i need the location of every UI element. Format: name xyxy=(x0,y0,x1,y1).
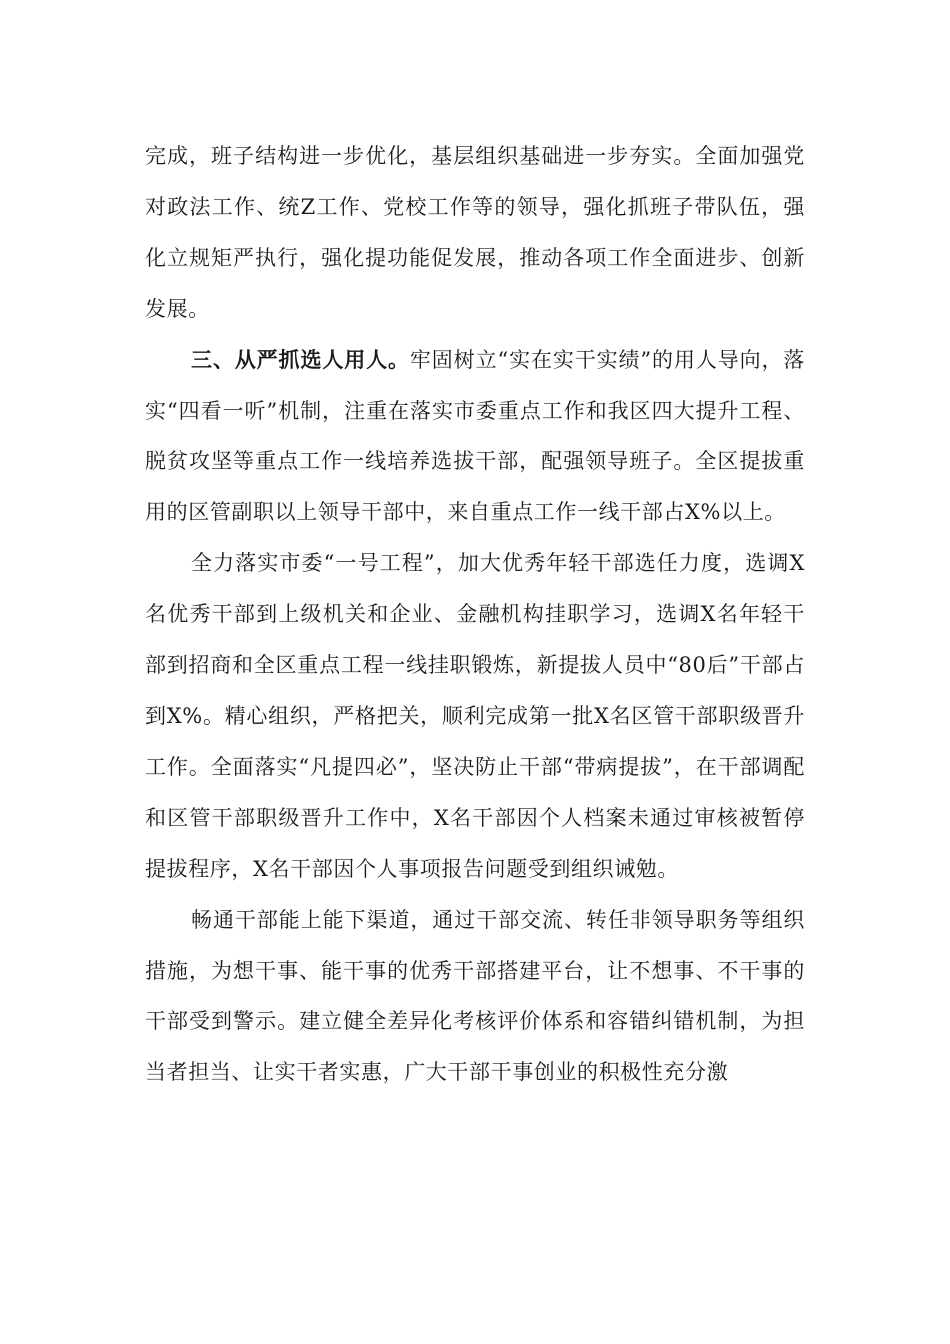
paragraph-text: 牢固树立“实在实干实绩”的用人导向，落实“四看一听”机制，注重在落实市委重点工作和我区四大提升工程、脱贫攻坚等重点工作一线培养选拔干部，配强领导班子。全区提拔重用的区管副职以上领导干部中，来自重点工作一线干部占X%以上。 xyxy=(145,347,805,525)
paragraph-young-cadres xyxy=(145,538,805,894)
paragraph-text: 畅通干部能上能下渠道，通过干部交流、转任非领导职务等组织措施，为想干事、能干事的优秀干部搭建平台，让不想事、不干事的干部受到警示。建立健全差异化考核评价体系和容错纠错机制，为担当者担当、让实干者实惠，广大干部干事创业的积极性充分激 xyxy=(145,907,805,1085)
document-page xyxy=(145,131,805,1098)
paragraph-continuation xyxy=(145,131,805,335)
paragraph-text: 全力落实市委“一号工程”，加大优秀年轻干部选任力度，选调X名优秀干部到上级机关和企业、金融机构挂职学习，选调X名年轻干部到招商和全区重点工程一线挂职锻炼，新提拔人员中“80后”干部占到X%。精心组织，严格把关，顺利完成第一批X名区管干部职级晋升工作。全面落实“凡提四必”，坚决防止干部“带病提拔”，在干部调配和区管干部职级晋升工作中，X名干部因个人档案未通过审核被暂停提拔程序，X名干部因个人事项报告问题受到组织诫勉。 xyxy=(145,551,805,881)
section-heading: 三、从严抓选人用人。 xyxy=(191,347,410,372)
paragraph-cadre-channels xyxy=(145,895,805,1099)
paragraph-text: 完成，班子结构进一步优化，基层组织基础进一步夯实。全面加强党对政法工作、统Z工作、党校工作等的领导，强化抓班子带队伍，强化立规矩严执行，强化提功能促发展，推动各项工作全面进步、创新发展。 xyxy=(145,144,805,321)
paragraph-section-three xyxy=(145,335,805,539)
